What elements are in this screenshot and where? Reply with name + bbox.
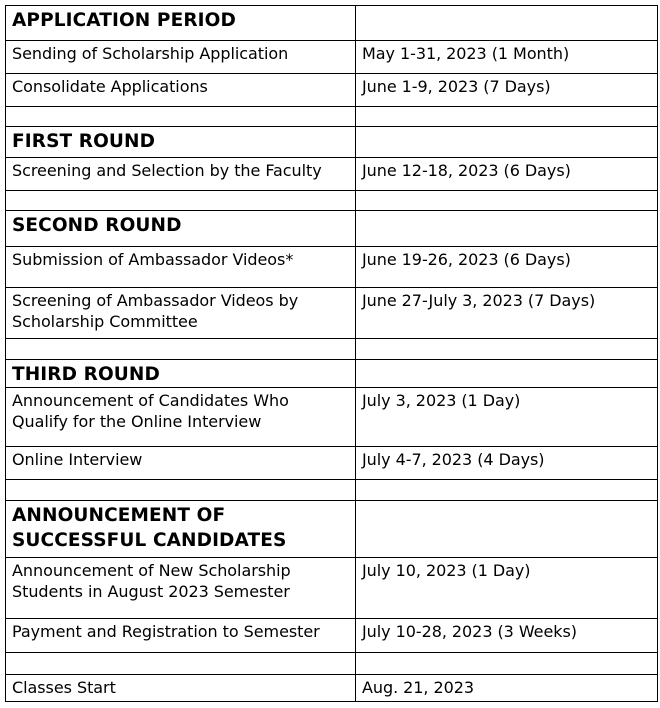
activity-cell: Classes Start bbox=[6, 675, 356, 702]
activity-cell: Online Interview bbox=[6, 447, 356, 480]
activity-cell: Payment and Registration to Semester bbox=[6, 619, 356, 653]
schedule-row bbox=[6, 388, 658, 447]
section-heading: SECOND ROUND bbox=[6, 211, 356, 247]
date-cell: June 12-18, 2023 (6 Days) bbox=[356, 158, 658, 191]
spacer-row bbox=[6, 107, 658, 127]
section-heading: FIRST ROUND bbox=[6, 127, 356, 158]
spacer-row bbox=[6, 480, 658, 501]
spacer-row bbox=[6, 191, 658, 211]
section-heading: APPLICATION PERIOD bbox=[6, 6, 356, 41]
section-header-row bbox=[6, 360, 658, 388]
spacer-cell bbox=[356, 191, 658, 211]
activity-cell: Screening and Selection by the Faculty bbox=[6, 158, 356, 191]
spacer-cell bbox=[6, 653, 356, 675]
schedule-row bbox=[6, 247, 658, 288]
date-cell: June 19-26, 2023 (6 Days) bbox=[356, 247, 658, 288]
section-header-row bbox=[6, 211, 658, 247]
spacer-cell bbox=[356, 107, 658, 127]
schedule-row bbox=[6, 558, 658, 619]
schedule-table-body bbox=[6, 6, 658, 702]
section-heading-date-cell bbox=[356, 127, 658, 158]
spacer-row bbox=[6, 653, 658, 675]
spacer-cell bbox=[6, 107, 356, 127]
section-header-row bbox=[6, 127, 658, 158]
date-cell: June 1-9, 2023 (7 Days) bbox=[356, 74, 658, 107]
section-heading-date-cell bbox=[356, 211, 658, 247]
activity-cell: Announcement of New Scholarship Students in August 2023 Semester bbox=[6, 558, 356, 619]
spacer-cell bbox=[6, 191, 356, 211]
section-header-row bbox=[6, 6, 658, 41]
schedule-row bbox=[6, 675, 658, 702]
section-heading-date-cell bbox=[356, 6, 658, 41]
section-heading: THIRD ROUND bbox=[6, 360, 356, 388]
date-cell: July 3, 2023 (1 Day) bbox=[356, 388, 658, 447]
date-cell: May 1-31, 2023 (1 Month) bbox=[356, 41, 658, 74]
date-cell: Aug. 21, 2023 bbox=[356, 675, 658, 702]
schedule-row bbox=[6, 288, 658, 339]
section-header-row bbox=[6, 501, 658, 558]
activity-cell: Screening of Ambassador Videos by Scholarship Committee bbox=[6, 288, 356, 339]
spacer-cell bbox=[6, 339, 356, 360]
schedule-row bbox=[6, 447, 658, 480]
activity-cell: Submission of Ambassador Videos* bbox=[6, 247, 356, 288]
date-cell: July 4-7, 2023 (4 Days) bbox=[356, 447, 658, 480]
schedule-row bbox=[6, 74, 658, 107]
scholarship-schedule-table bbox=[5, 5, 658, 702]
activity-cell: Consolidate Applications bbox=[6, 74, 356, 107]
section-heading-date-cell bbox=[356, 360, 658, 388]
activity-cell: Sending of Scholarship Application bbox=[6, 41, 356, 74]
date-cell: June 27-July 3, 2023 (7 Days) bbox=[356, 288, 658, 339]
spacer-cell bbox=[6, 480, 356, 501]
spacer-row bbox=[6, 339, 658, 360]
date-cell: July 10, 2023 (1 Day) bbox=[356, 558, 658, 619]
section-heading-date-cell bbox=[356, 501, 658, 558]
activity-cell: Announcement of Candidates Who Qualify for the Online Interview bbox=[6, 388, 356, 447]
schedule-row bbox=[6, 41, 658, 74]
date-cell: July 10-28, 2023 (3 Weeks) bbox=[356, 619, 658, 653]
schedule-row bbox=[6, 158, 658, 191]
spacer-cell bbox=[356, 653, 658, 675]
spacer-cell bbox=[356, 480, 658, 501]
spacer-cell bbox=[356, 339, 658, 360]
section-heading: ANNOUNCEMENT OF SUCCESSFUL CANDIDATES bbox=[6, 501, 356, 558]
schedule-row bbox=[6, 619, 658, 653]
